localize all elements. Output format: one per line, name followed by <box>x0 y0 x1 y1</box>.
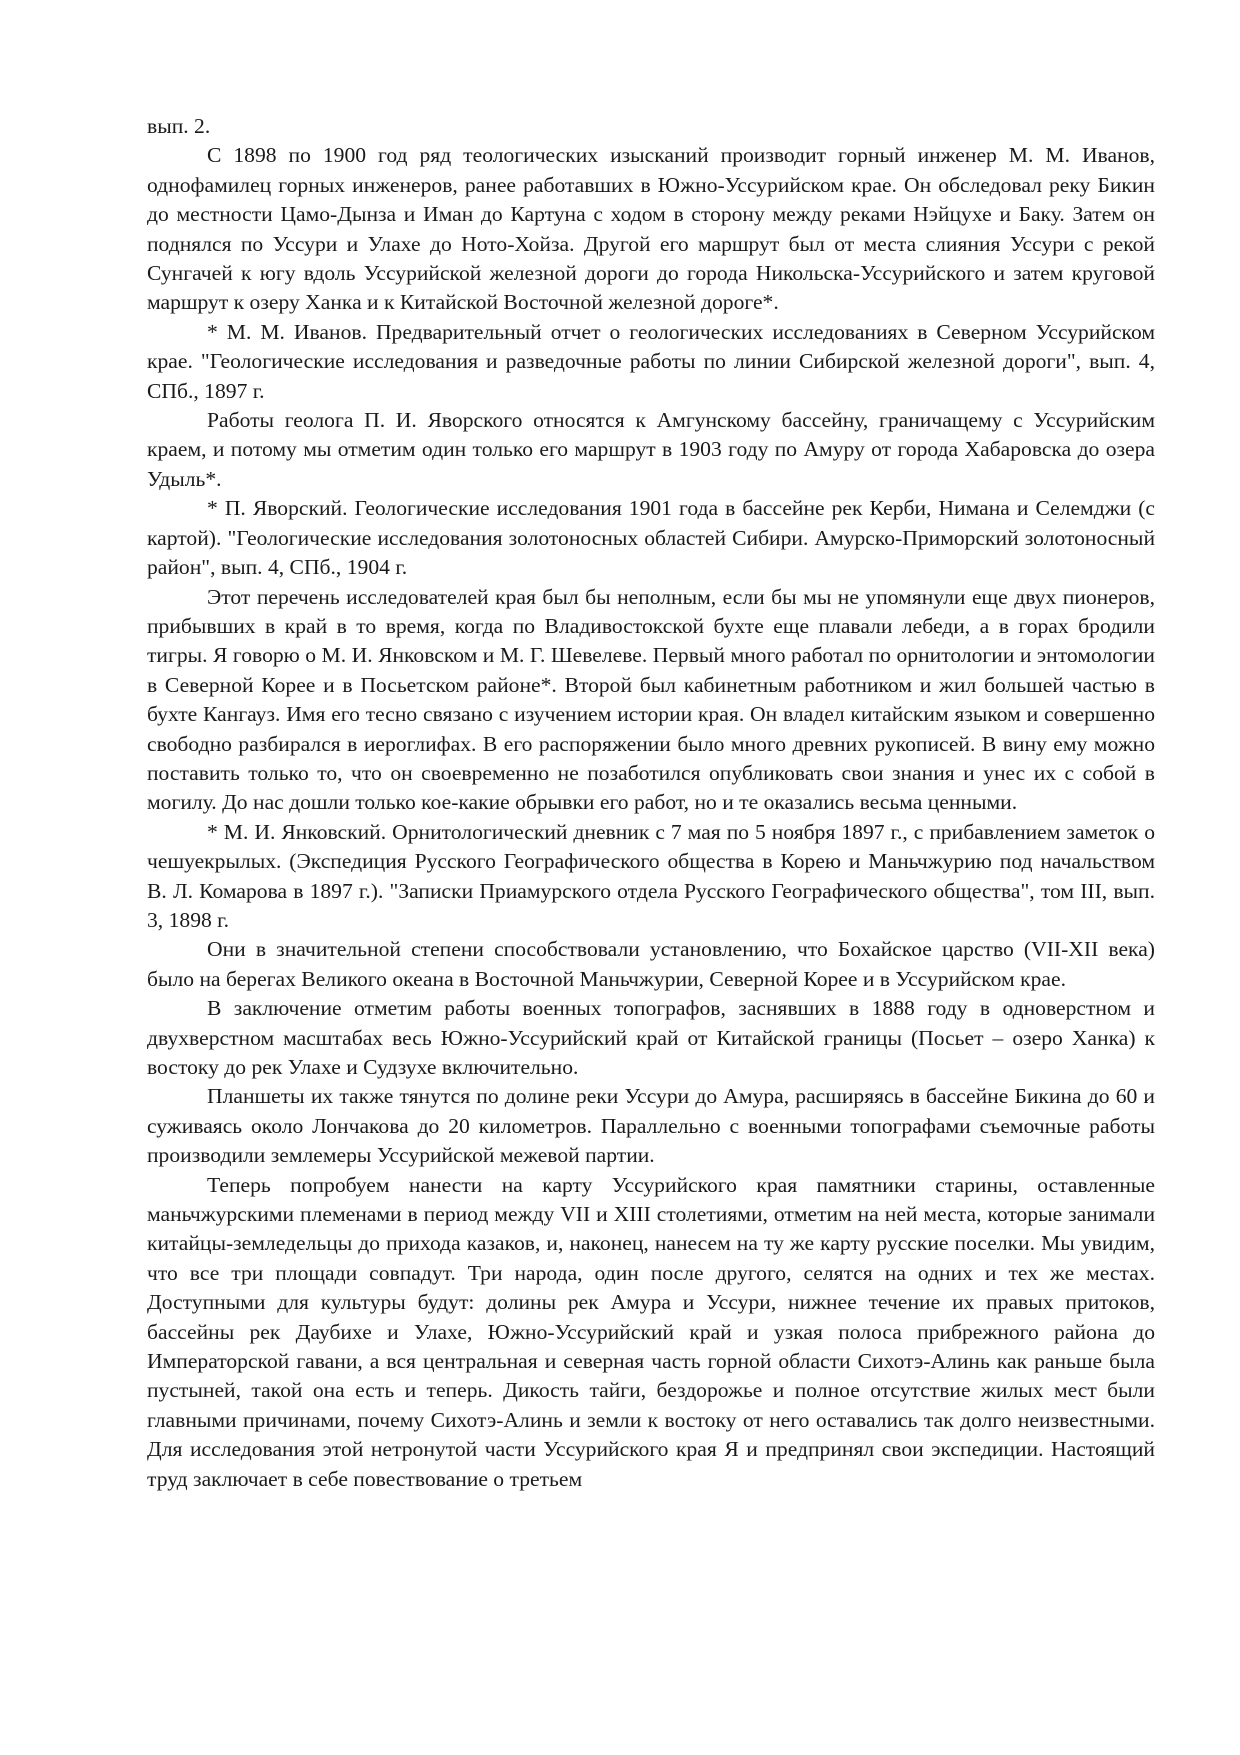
paragraph-ivanov-survey: С 1898 по 1900 год ряд теологических изысканий производит горный инженер М. М. Иванов, однофамилец горных инженеров, ранее работавших в Южно-Уссурийском крае. Он обследовал реку Бикин до местности Цамо-Дынза и Иман до Картуна с ходом в сторону между реками Нэйцухе и Баку. Затем он поднялся по Уссури и Улахе до Ното-Хойза. Другой его маршрут был от места слияния Уссури с рекой Сунгачей к югу вдоль Уссурийской железной дороги до города Никольска-Уссурийского и затем круговой маршрут к озеру Ханка и к Китайской Восточной железной дороге*. <box>147 143 1155 315</box>
paragraph-plansheets: Планшеты их также тянутся по долине реки Уссури до Амура, расширяясь в бассейне Бикина до 60 и суживаясь около Лончакова до 20 километров. Параллельно с военными топографами съемочные работы производили землемеры Уссурийской межевой партии. <box>147 1084 1155 1168</box>
footnote-yavorsky: * П. Яворский. Геологические исследования 1901 года в бассейне рек Керби, Нимана и Селемджи (с картой). "Геологические исследования золотоносных областей Сибири. Амурско-Приморский золотоносный район", вып. 4, СПб., 1904 г. <box>147 496 1155 580</box>
paragraph-yavorsky: Работы геолога П. И. Яворского относятся к Амгунскому бассейну, граничащему с Уссурийским краем, и потому мы отметим один только его маршрут в 1903 году по Амуру от города Хабаровска до озера Удыль*. <box>147 408 1155 491</box>
paragraph-topographers: В заключение отметим работы военных топографов, заснявших в 1888 году в одноверстном и двухверстном масштабах весь Южно-Уссурийский край от Китайской границы (Посьет – озеро Ханка) к востоку до рек Улахе и Судзухе включительно. <box>147 996 1155 1079</box>
paragraph-continuation: вып. 2. <box>147 114 211 138</box>
paragraph-bohai: Они в значительной степени способствовали установлению, что Бохайское царство (VII-XII века) было на берегах Великого океана в Восточной Маньчжурии, Северной Корее и в Уссурийском крае. <box>147 937 1155 991</box>
footnote-yankovsky: * М. И. Янковский. Орнитологический дневник с 7 мая по 5 ноября 1897 г., с прибавлением заметок о чешуекрылых. (Экспедиция Русского Географического общества в Корею и Маньчжурию под начальством В. Л. Комарова в 1897 г.). "Записки Приамурского отдела Русского Географического общества", том III, вып. 3, 1898 г. <box>147 819 1155 932</box>
paragraph-map-overview: Теперь попробуем нанести на карту Уссурийского края памятники старины, оставленные маньчжурскими племенами в период между VII и XIII столетиями, отметим на ней места, которые занимали китайцы-земледельцы до прихода казаков, и, наконец, нанесем на ту же карту русские поселки. Мы увидим, что все три площади совпадут. Три народа, один после другого, селятся на одних и тех же местах. Доступными для культуры будут: долины рек Амура и Уссури, нижнее течение их правых притоков, бассейны рек Даубихе и Улахе, Южно-Уссурийский край и узкая полоса прибрежного района до Императорской гавани, а вся центральная и северная часть горной области Сихотэ-Алинь как раньше была пустыней, такой она есть и теперь. Дикость тайги, бездорожье и полное отсутствие жилых мест были главными причинами, почему Сихотэ-Алинь и земли к востоку от него оставались так долго неизвестными. Для исследования этой нетронутой части Уссурийского края Я и предпринял свои экспедиции. Настоящий труд заключает в себе повествование о третьем <box>147 1172 1155 1491</box>
footnote-ivanov: * М. М. Иванов. Предварительный отчет о геологических исследованиях в Северном Уссурийском крае. "Геологические исследования и разведочные работы по линии Сибирской железной дороги", вып. 4, СПб., 1897 г. <box>147 319 1155 403</box>
document-page <box>147 112 1155 1494</box>
paragraph-pioneers: Этот перечень исследователей края был бы неполным, если бы мы не упомянули еще двух пионеров, прибывших в край в то время, когда по Владивостокской бухте еще плавали лебеди, а в горах бродили тигры. Я говорю о М. И. Янковском и М. Г. Шевелеве. Первый много работал по орнитологии и энтомологии в Северной Корее и в Посьетском районе*. Второй был кабинетным работником и жил большей частью в бухте Кангауз. Имя его тесно связано с изучением истории края. Он владел китайским языком и совершенно свободно разбирался в иероглифах. В его распоряжении было много древних рукописей. В вину ему можно поставить только то, что он своевременно не позаботился опубликовать свои знания и унес их с собой в могилу. До нас дошли только кое-какие обрывки его работ, но и те оказались весьма ценными. <box>147 584 1155 815</box>
